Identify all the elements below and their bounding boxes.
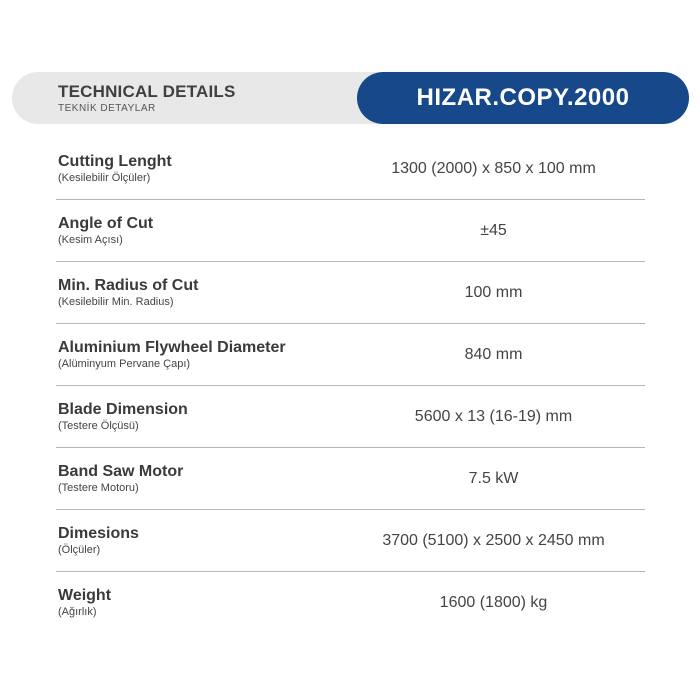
spec-subtitle: (Alüminyum Pervane Çapı): [58, 358, 191, 370]
spec-label: [58, 463, 183, 496]
spec-subtitle: (Kesim Açısı): [58, 234, 123, 246]
spec-label: [58, 215, 153, 248]
spec-subtitle: (Ölçüler): [58, 544, 101, 556]
header: [12, 72, 689, 124]
spec-row-band-saw-motor: [56, 448, 645, 510]
spec-label: [58, 401, 188, 434]
spec-row-dimensions: [56, 510, 645, 572]
spec-name: Blade Dimension: [58, 401, 188, 418]
spec-label: [58, 525, 139, 558]
spec-value: 3700 (5100) x 2500 x 2450 mm: [382, 532, 605, 549]
spec-name: Angle of Cut: [58, 215, 154, 232]
spec-subtitle: (Kesilebilir Min. Radius): [58, 296, 174, 308]
model-badge: [357, 72, 689, 124]
spec-label: [58, 277, 198, 310]
spec-row-cutting-length: [56, 138, 645, 200]
spec-name: Cutting Lenght: [58, 153, 172, 170]
spec-value: ±45: [480, 222, 507, 239]
spec-row-flywheel-diameter: [56, 324, 645, 386]
spec-row-angle-of-cut: [56, 200, 645, 262]
spec-row-min-radius: [56, 262, 645, 324]
model-name: HIZAR.COPY.2000: [416, 84, 630, 111]
spec-name: Min. Radius of Cut: [58, 277, 199, 294]
spec-value: 1600 (1800) kg: [439, 594, 548, 611]
spec-row-blade-dimension: [56, 386, 645, 448]
spec-name: Band Saw Motor: [58, 463, 184, 480]
header-title: TECHNICAL DETAILS: [58, 82, 236, 101]
header-subtitle: TEKNİK DETAYLAR: [58, 103, 156, 114]
spec-name: Weight: [58, 587, 112, 604]
spec-label: [58, 587, 111, 620]
spec-value: 100 mm: [464, 284, 523, 301]
spec-value: 840 mm: [464, 346, 523, 363]
spec-name: Aluminium Flywheel Diameter: [58, 339, 286, 356]
spec-subtitle: (Testere Ölçüsü): [58, 420, 139, 432]
header-left: [58, 82, 236, 116]
spec-value: 1300 (2000) x 850 x 100 mm: [391, 160, 596, 177]
spec-row-weight: [56, 572, 645, 633]
spec-name: Dimesions: [58, 525, 139, 542]
spec-value: 5600 x 13 (16-19) mm: [414, 408, 573, 425]
spec-label: [58, 339, 286, 372]
spec-subtitle: (Kesilebilir Ölçüler): [58, 172, 151, 184]
spec-table: [56, 138, 645, 633]
spec-label: [58, 153, 172, 186]
spec-subtitle: (Testere Motoru): [58, 482, 139, 494]
spec-value: 7.5 kW: [468, 470, 519, 487]
spec-subtitle: (Ağırlık): [58, 606, 97, 618]
